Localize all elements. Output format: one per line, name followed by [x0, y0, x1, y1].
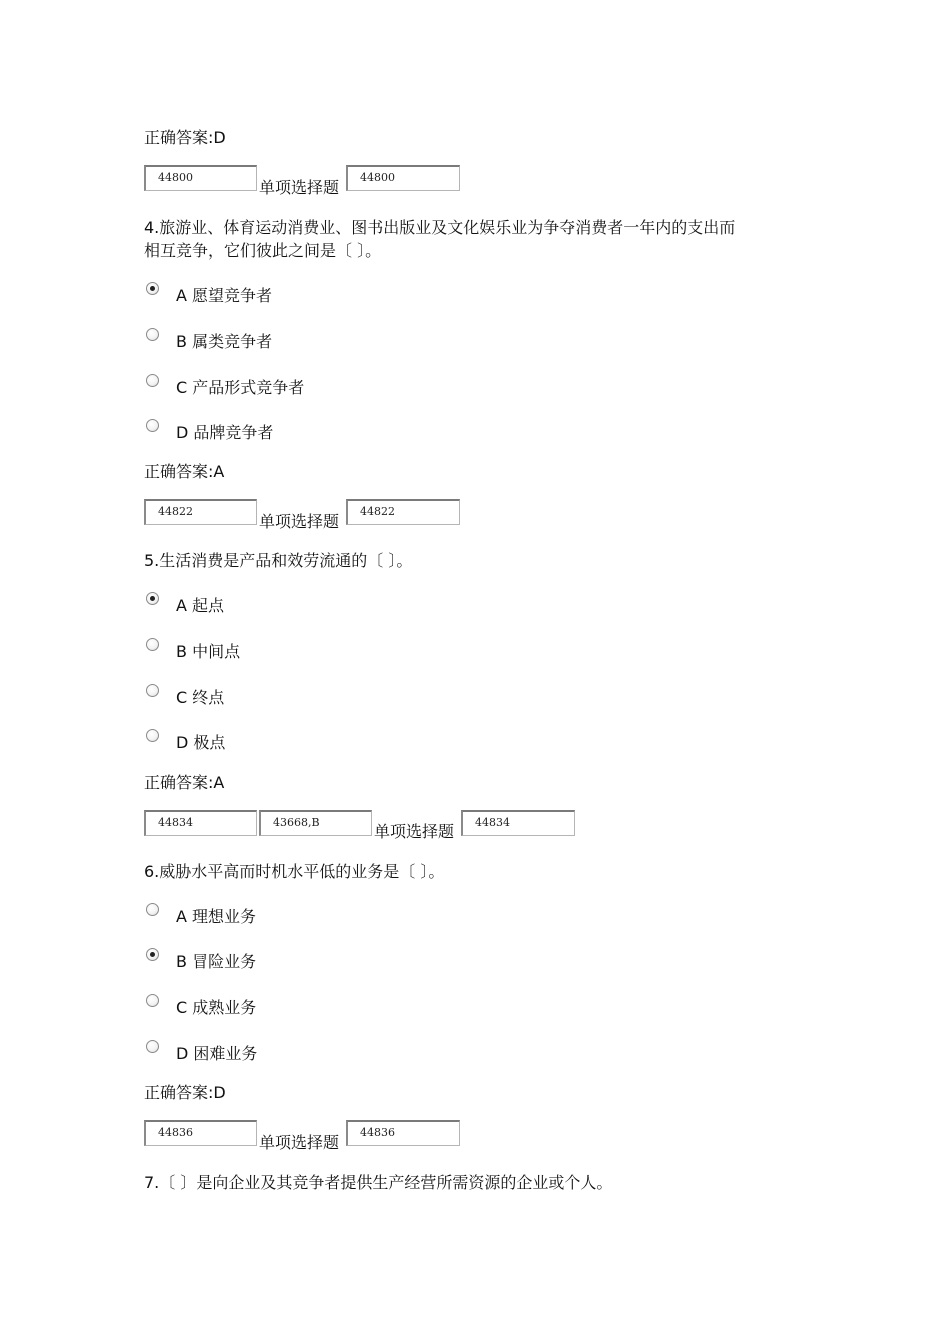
- radio-option-a[interactable]: [146, 903, 159, 916]
- option-label: A 愿望竞争者: [176, 286, 273, 305]
- id-field[interactable]: 44800: [346, 165, 460, 191]
- question-text: 相互竞争，它们彼此之间是〔 〕。: [144, 241, 382, 260]
- radio-option-d[interactable]: [146, 1040, 159, 1053]
- question-text: 7.〔 〕是向企业及其竞争者提供生产经营所需资源的企业或个人。: [144, 1173, 613, 1192]
- radio-option-a[interactable]: [146, 592, 159, 605]
- option-label: B 属类竞争者: [176, 332, 273, 351]
- radio-option-a[interactable]: [146, 282, 159, 295]
- id-field[interactable]: 44834: [144, 810, 257, 836]
- option-label: C 成熟业务: [176, 998, 257, 1017]
- radio-option-c[interactable]: [146, 374, 159, 387]
- question-type-label: 单项选择题: [259, 1133, 340, 1152]
- question-text: 4.旅游业、体育运动消费业、图书出版业及文化娱乐业为争夺消费者一年内的支出而: [144, 218, 736, 237]
- correct-answer: 正确答案:A: [144, 462, 225, 481]
- radio-option-b[interactable]: [146, 638, 159, 651]
- question-type-label: 单项选择题: [259, 178, 340, 197]
- correct-answer: 正确答案:D: [144, 1083, 226, 1102]
- option-label: B 冒险业务: [176, 952, 257, 971]
- question-text: 6.威胁水平高而时机水平低的业务是〔 〕。: [144, 862, 445, 881]
- radio-option-d[interactable]: [146, 729, 159, 742]
- option-label: D 困难业务: [176, 1044, 258, 1063]
- option-label: A 理想业务: [176, 907, 257, 926]
- radio-option-c[interactable]: [146, 684, 159, 697]
- option-label: D 品牌竞争者: [176, 423, 274, 442]
- id-field[interactable]: 44834: [461, 810, 575, 836]
- id-field[interactable]: 44836: [144, 1120, 257, 1146]
- question-type-label: 单项选择题: [259, 512, 340, 531]
- question-text: 5.生活消费是产品和效劳流通的〔 〕。: [144, 551, 413, 570]
- radio-option-d[interactable]: [146, 419, 159, 432]
- id-field[interactable]: 44800: [144, 165, 257, 191]
- radio-option-b[interactable]: [146, 328, 159, 341]
- id-field[interactable]: 44836: [346, 1120, 460, 1146]
- correct-answer: 正确答案:D: [144, 128, 226, 147]
- radio-option-b[interactable]: [146, 948, 159, 961]
- option-label: B 中间点: [176, 642, 241, 661]
- id-field[interactable]: 43668,B: [259, 810, 372, 836]
- option-label: C 终点: [176, 688, 225, 707]
- option-label: C 产品形式竞争者: [176, 378, 305, 397]
- radio-option-c[interactable]: [146, 994, 159, 1007]
- option-label: A 起点: [176, 596, 225, 615]
- correct-answer: 正确答案:A: [144, 773, 225, 792]
- option-label: D 极点: [176, 733, 226, 752]
- id-field[interactable]: 44822: [346, 499, 460, 525]
- question-type-label: 单项选择题: [374, 822, 455, 841]
- id-field[interactable]: 44822: [144, 499, 257, 525]
